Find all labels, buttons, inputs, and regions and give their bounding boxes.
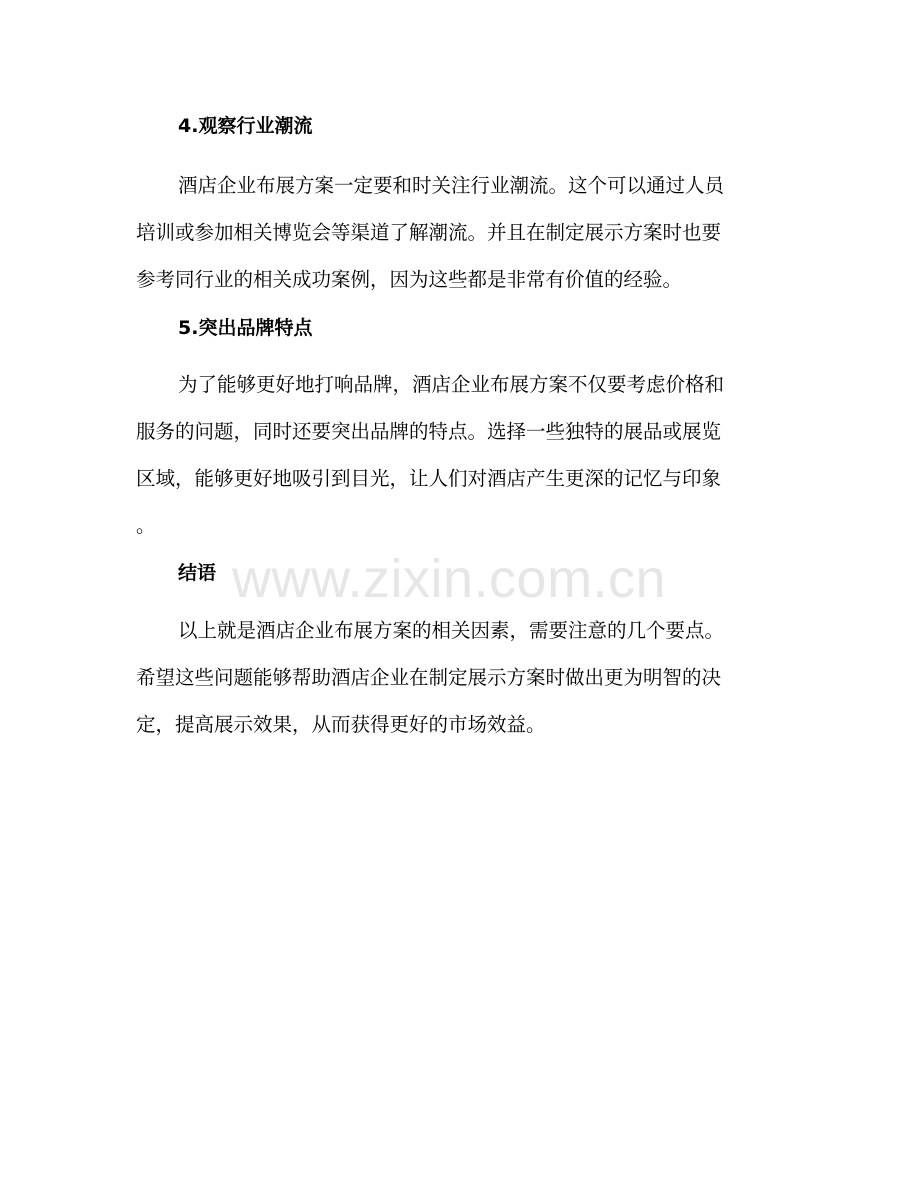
paragraph-line: 为了能够更好地打响品牌，酒店企业布展方案不仅要考虑价格和 [178,373,725,396]
paragraph-line: 定，提高展示效果，从而获得更好的市场效益。 [136,713,546,736]
watermark: www.zixin.com.cn [232,549,667,609]
section-heading-brand-features: 5.突出品牌特点 [178,317,313,339]
paragraph-line: 参考同行业的相关成功案例，因为这些都是非常有价值的经验。 [136,268,683,291]
paragraph-line: 酒店企业布展方案一定要和时关注行业潮流。这个可以通过人员 [178,174,725,197]
paragraph-line: 培训或参加相关博览会等渠道了解潮流。并且在制定展示方案时也要 [136,221,722,244]
paragraph-line: 。 [136,514,156,537]
paragraph-line: 区域，能够更好地吸引到目光，让人们对酒店产生更深的记忆与印象 [136,467,722,490]
paragraph-line: 以上就是酒店企业布展方案的相关因素，需要注意的几个要点。 [178,619,725,642]
section-heading-conclusion: 结语 [178,562,217,584]
paragraph-line: 希望这些问题能够帮助酒店企业在制定展示方案时做出更为明智的决 [136,666,722,689]
paragraph-conclusion [136,607,786,748]
paragraph-brand-features [136,361,786,549]
section-heading-industry-trends: 4.观察行业潮流 [178,115,313,137]
paragraph-industry-trends [136,162,786,303]
paragraph-line: 服务的问题，同时还要突出品牌的特点。选择一些独特的展品或展览 [136,420,722,443]
